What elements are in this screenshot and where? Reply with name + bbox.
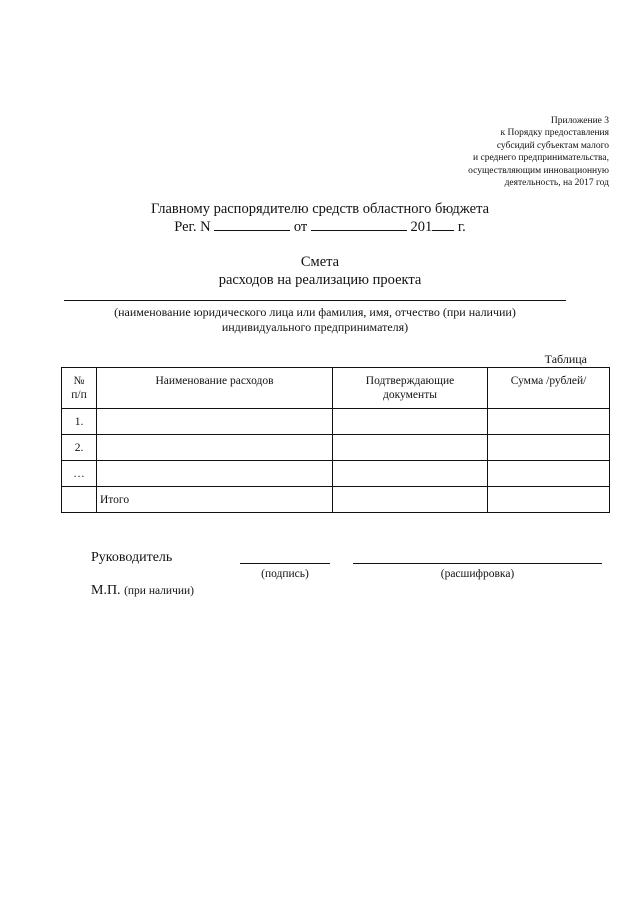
appendix-line: деятельность, на 2017 год <box>504 178 609 189</box>
applicant-hint-line: индивидуального предпринимателя) <box>221 320 409 334</box>
total-sum-cell[interactable] <box>488 487 610 513</box>
row-num: 2. <box>62 435 97 461</box>
header-docs <box>333 368 488 409</box>
appendix-line: осуществляющим инновационную <box>468 165 609 176</box>
table-total-row <box>62 487 610 513</box>
applicant-name-line[interactable] <box>64 300 566 301</box>
registration-line <box>0 218 640 236</box>
decode-line[interactable] <box>353 563 602 564</box>
header-docs-line2: документы <box>383 389 437 401</box>
appendix-line: Приложение 3 <box>550 116 609 126</box>
row-docs-cell[interactable] <box>333 435 488 461</box>
reg-suffix: г. <box>457 219 466 235</box>
table-header-row <box>62 368 610 409</box>
appendix-line: и среднего предпринимательства, <box>473 153 609 164</box>
row-sum-cell[interactable] <box>488 461 610 487</box>
row-num: 1. <box>62 409 97 435</box>
table-row <box>62 435 610 461</box>
table-row <box>62 409 610 435</box>
reg-number-blank[interactable] <box>214 218 290 231</box>
table-row <box>62 461 610 487</box>
row-docs-cell[interactable] <box>333 487 488 513</box>
row-docs-cell[interactable] <box>333 409 488 435</box>
expenses-table <box>61 367 610 513</box>
signature-hint: (подпись) <box>261 568 309 580</box>
appendix-block <box>369 115 609 189</box>
document-subtitle: расходов на реализацию проекта <box>218 272 422 288</box>
row-name-cell[interactable] <box>97 409 333 435</box>
row-num: … <box>62 461 97 487</box>
total-label: Итого <box>97 487 333 513</box>
row-name-cell[interactable] <box>97 435 333 461</box>
row-sum-cell[interactable] <box>488 409 610 435</box>
row-sum-cell[interactable] <box>488 435 610 461</box>
document-title: Смета <box>300 254 340 270</box>
stamp-label: М.П. <box>91 583 121 598</box>
appendix-line: субсидий субъектам малого <box>496 140 609 151</box>
table-label: Таблица <box>544 352 587 366</box>
row-num <box>62 487 97 513</box>
header-sum: Сумма /рублей/ <box>488 368 610 409</box>
row-docs-cell[interactable] <box>333 461 488 487</box>
applicant-hint-line: (наименование юридического лица или фамилия, имя, отчество (при наличии) <box>114 305 516 319</box>
header-name: Наименование расходов <box>97 368 333 409</box>
row-name-cell[interactable] <box>97 461 333 487</box>
applicant-hint <box>64 305 566 335</box>
reg-date-blank[interactable] <box>311 218 407 231</box>
reg-from: от <box>293 219 308 235</box>
stamp-line <box>91 582 194 600</box>
appendix-line: к Порядку предоставления <box>500 128 609 139</box>
decode-hint: (расшифровка) <box>440 568 515 580</box>
header-docs-line1: Подтверждающие <box>365 375 455 387</box>
header-num <box>62 368 97 409</box>
header-num-line2: п/п <box>71 389 87 401</box>
reg-year-blank[interactable] <box>432 218 454 231</box>
reg-prefix: Рег. N <box>174 219 211 235</box>
header-num-line1: № <box>73 375 85 387</box>
head-label: Руководитель <box>91 550 173 565</box>
addressee-line: Главному распорядителю средств областного бюджета <box>150 201 490 217</box>
stamp-note: (при наличии) <box>124 585 195 597</box>
signature-line[interactable] <box>240 563 330 564</box>
reg-year: 201 <box>410 219 433 235</box>
